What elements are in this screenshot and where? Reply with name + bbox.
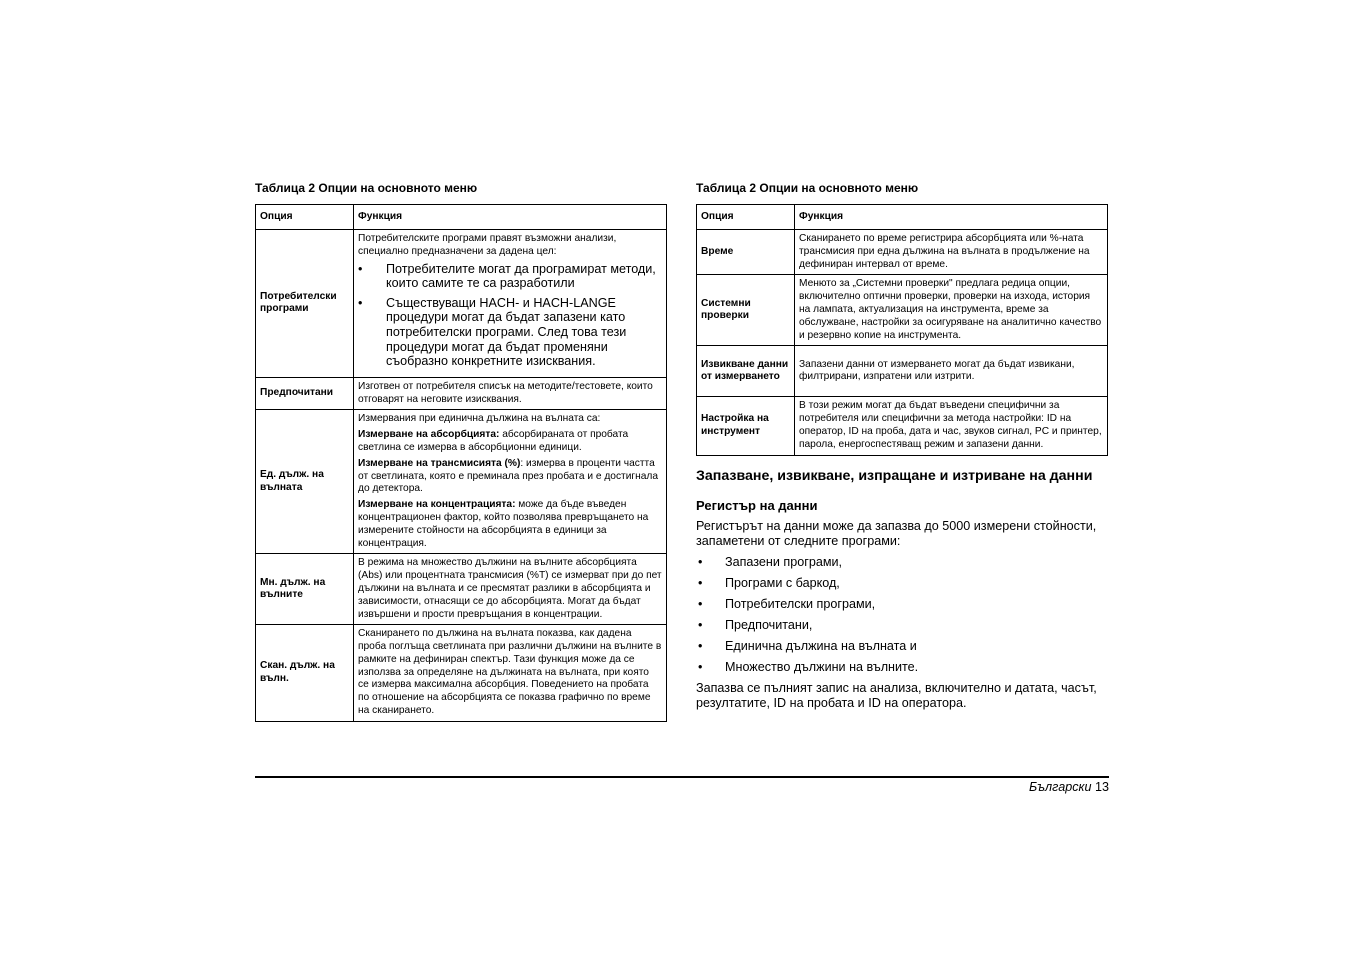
option-name: Системни проверки (697, 275, 795, 346)
bullet-item: • Потребителите могат да програмират методи, които самите те са разработили (358, 262, 662, 291)
option-function (354, 230, 667, 378)
function-bullets (358, 262, 662, 369)
option-function (354, 410, 667, 554)
option-name: Време (697, 230, 795, 275)
table-row (256, 554, 667, 625)
function-item (358, 499, 662, 550)
item-label: Измерване на абсорбцията: (358, 429, 500, 441)
table-header-row (697, 205, 1108, 230)
option-function: Запазени данни от измерването могат да бъдат извикани, филтрирани, изпратени или изтрити. (795, 346, 1108, 397)
closing-paragraph: Запазва се пълният запис на анализа, включително и датата, часът, резултатите, ID на пробата и ID на оператора. (696, 680, 1097, 710)
table-caption: Таблица 2 Опции на основното меню (696, 181, 919, 195)
option-name: Предпочитани (256, 377, 354, 410)
item-label: Измерване на концентрацията: (358, 499, 516, 511)
item-text: абсорбираната от пробата светлина се измерва в абсорбционни единици. (358, 429, 629, 453)
option-name: Ед. дълж. на вълната (256, 410, 354, 554)
option-name: Потребителски програми (256, 230, 354, 378)
table-row (256, 625, 667, 722)
option-name: Извикване данни от измерването (697, 346, 795, 397)
item-text: : измерва в проценти частта от светлината, която е преминала през пробата и е достигнала до детектора. (358, 457, 659, 495)
intro-paragraph: Регистърът на данни може да запазва до 5000 измерени стойности, запаметени от следните програми: (696, 518, 1097, 548)
table-row (697, 397, 1108, 455)
function-item (358, 458, 662, 496)
footer-language: Български (1029, 780, 1092, 794)
option-name: Настройка на инструмент (697, 397, 795, 455)
function-intro: Потребителските програми правят възможни анализи, специално предназначени за дадена цел: (358, 233, 617, 257)
bullet-item: • Съществуващи HACH- и HACH-LANGE процедури могат да бъдат запазени като потребителски програми. След това тези процедури могат да бъдат променяни съобразно конкретните изисквания. (358, 296, 662, 369)
option-function: Менюто за „Системни проверки" предлага редица опции, включително оптични проверки, проверки на изхода, история на лампата, актуализация на инструмента, време за обслужване, настройки за осигуряване на аналитично качество и резервно копие на инструмента. (795, 275, 1108, 346)
list-item: • Единична дължина на вълната и (696, 639, 1108, 654)
subsection-title: Регистър на данни (696, 497, 818, 513)
option-function: В режима на множество дължини на вълните абсорбцията (Abs) или процентната трансмисия (%T) се измерват при до пет дължини на вълната и се пресмятат разлики в абсорбцията и зависимости, отнасящи се до абсорбцията. Могат да бъдат извършени и прости превръщания в концентрации. (354, 554, 667, 625)
list-item: • Запазени програми, (696, 555, 1108, 570)
options-table-right (696, 204, 1108, 456)
header-function: Функция (354, 205, 667, 230)
function-item (358, 429, 662, 455)
list-item: • Програми с баркод, (696, 576, 1108, 591)
list-item: • Множество дължини на вълните. (696, 660, 1108, 675)
option-function: Сканирането по време регистрира абсорбцията или %-ната трансмисия при една дължина на вълната в продължение на дефиниран интервал от време. (795, 230, 1108, 275)
options-table-left (255, 204, 667, 722)
list-item: • Предпочитани, (696, 618, 1108, 633)
program-list (696, 555, 1108, 675)
option-function: В този режим могат да бъдат въведени специфични за потребителя или специфични за метода настройки: ID на оператор, ID на проба, дата и час, звуков сигнал, PC и принтер, парола, енергоспестяващ режим и запазени данни. (795, 397, 1108, 455)
page-number: 13 (1094, 780, 1109, 794)
header-option: Опция (256, 205, 354, 230)
table-row (697, 346, 1108, 397)
left-column (255, 181, 667, 722)
list-item: • Потребителски програми, (696, 597, 1108, 612)
table-row (256, 230, 667, 378)
table-row (256, 410, 667, 554)
right-column (696, 181, 1108, 711)
header-function: Функция (795, 205, 1108, 230)
option-name: Мн. дълж. на вълните (256, 554, 354, 625)
table-row (697, 275, 1108, 346)
header-option: Опция (697, 205, 795, 230)
option-function: Изготвен от потребителя списък на методите/тестовете, които отговарят на неговите изисквания. (354, 377, 667, 410)
item-label: Измерване на трансмисията (%) (358, 457, 521, 469)
page-footer (900, 780, 1109, 794)
table-caption: Таблица 2 Опции на основното меню (255, 181, 478, 195)
function-intro: Измервания при единична дължина на вълната са: (358, 413, 601, 425)
section-title: Запазване, извикване, изпращане и изтриване на данни (696, 467, 1093, 484)
option-name: Скан. дълж. на вълн. (256, 625, 354, 722)
table-header-row (256, 205, 667, 230)
footer-rule (255, 776, 1109, 778)
item-text: може да бъде въведен концентрационен фактор, който позволява превръщането на измерените стойности на абсорбцията в единици за концентрация. (358, 499, 649, 549)
table-row (256, 377, 667, 410)
option-function: Сканирането по дължина на вълната показва, как дадена проба поглъща светлината при различни дължини на вълните в рамките на дефиниран спектър. Тази функция може да се използва за определяне на дължината на вълната, при която се измерва максимална абсорбция. Поведението на пробата по отношение на абсорбцията се показва графично по време на сканирането. (354, 625, 667, 722)
table-row (697, 230, 1108, 275)
